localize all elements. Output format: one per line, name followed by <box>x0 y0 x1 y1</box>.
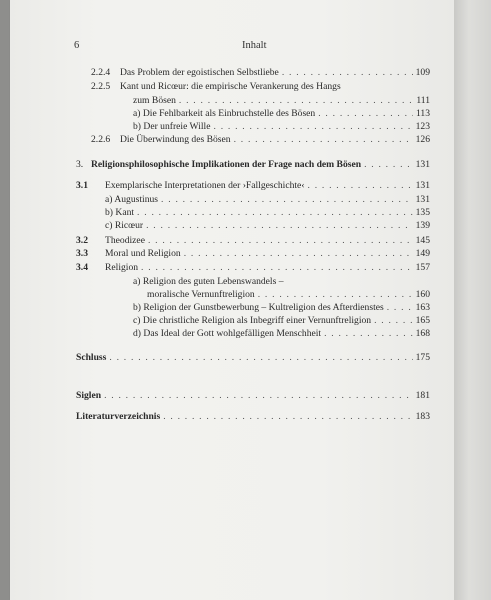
toc-page: 131 <box>415 180 430 191</box>
toc-entry <box>133 121 430 132</box>
toc-page: 135 <box>415 207 430 218</box>
toc-leader <box>137 207 413 218</box>
toc-section <box>76 180 430 191</box>
toc-leader <box>324 328 413 339</box>
toc-page: 109 <box>415 67 430 78</box>
toc-number: 3.3 <box>76 248 88 259</box>
toc-entry <box>133 315 430 326</box>
toc-title: a) Die Fehlbarkeit als Einbruchstelle des Bösen <box>133 108 316 119</box>
toc-title-continued: moralische Vernunftreligion <box>147 289 255 300</box>
toc-title: a) Religion des guten Lebenswandels – <box>133 276 284 287</box>
page-number: 6 <box>74 40 80 51</box>
toc-leader <box>184 248 413 259</box>
toc-title: Moral und Religion <box>105 248 181 259</box>
toc-number: 3. <box>76 159 84 170</box>
toc-page: 113 <box>415 108 430 119</box>
toc-number: 3.2 <box>76 235 88 246</box>
toc-title: Religion <box>105 262 139 273</box>
toc-title: Theodizee <box>105 235 145 246</box>
toc-title-continued: zum Bösen <box>133 95 176 106</box>
toc-entry-continued <box>133 95 430 106</box>
toc-leader <box>282 67 413 78</box>
toc-title: Religionsphilosophische Implikationen der Frage nach dem Bösen <box>91 159 362 170</box>
toc-leader <box>308 180 413 191</box>
toc-entry <box>91 81 430 92</box>
toc-title: b) Religion der Gunstbewerbung – Kultreligion des Afterdienstes <box>133 302 384 313</box>
toc-title: Siglen <box>76 390 102 401</box>
toc-page: 139 <box>415 220 430 231</box>
toc-entry <box>133 328 430 339</box>
toc-leader <box>109 352 412 363</box>
toc-title: c) Die christliche Religion als Inbegriff einer Vernunftreligion <box>133 315 372 326</box>
toc-title: c) Ricœur <box>105 220 144 231</box>
toc-page: 126 <box>415 134 430 145</box>
toc-leader <box>374 315 413 326</box>
toc-page: 181 <box>415 390 430 401</box>
toc-chapter <box>76 411 430 422</box>
toc-number: 2.2.6 <box>91 134 111 145</box>
toc-page: 157 <box>415 262 430 273</box>
toc-chapter <box>76 352 430 363</box>
toc-title: Schluss <box>76 352 107 363</box>
running-title: Inhalt <box>242 40 267 51</box>
toc-entry <box>105 194 430 205</box>
toc-leader <box>163 411 412 422</box>
toc-entry <box>133 302 430 313</box>
toc-title: a) Augustinus <box>105 194 159 205</box>
toc-page: 145 <box>415 235 430 246</box>
toc-leader <box>318 108 413 119</box>
toc-page: 131 <box>415 159 430 170</box>
toc-section <box>76 248 430 259</box>
toc-page: 160 <box>415 289 430 300</box>
toc-leader <box>214 121 413 132</box>
toc-entry-continued <box>147 289 430 300</box>
toc-title: b) Kant <box>105 207 135 218</box>
toc-leader <box>179 95 413 106</box>
toc-leader <box>161 194 413 205</box>
toc-number: 3.1 <box>76 180 88 191</box>
toc-page: 183 <box>415 411 430 422</box>
toc-leader <box>364 159 413 170</box>
toc-page: 149 <box>415 248 430 259</box>
book-page <box>10 0 454 600</box>
toc-title: b) Der unfreie Wille <box>133 121 211 132</box>
toc-leader <box>104 390 413 401</box>
toc-chapter <box>76 390 430 401</box>
adjacent-page-edge <box>454 0 491 600</box>
toc-section <box>76 262 430 273</box>
toc-entry <box>105 220 430 231</box>
toc-title: Exemplarische Interpretationen der ›Fallgeschichte‹ <box>105 180 305 191</box>
toc-entry <box>105 207 430 218</box>
toc-entry <box>91 67 430 78</box>
toc-page: 111 <box>416 95 430 106</box>
toc-leader <box>148 235 413 246</box>
toc-entry <box>133 108 430 119</box>
toc-leader <box>234 134 413 145</box>
toc-number: 2.2.4 <box>91 67 111 78</box>
toc-page: 175 <box>415 352 430 363</box>
toc-section <box>76 235 430 246</box>
toc-number: 2.2.5 <box>91 81 111 92</box>
toc-title: d) Das Ideal der Gott wohlgefälligen Menschheit <box>133 328 322 339</box>
toc-chapter <box>76 159 430 170</box>
toc-page: 123 <box>415 121 430 132</box>
toc-leader <box>141 262 413 273</box>
toc-page: 131 <box>415 194 430 205</box>
toc-title: Literaturverzeichnis <box>76 411 161 422</box>
toc-leader <box>387 302 413 313</box>
toc-title: Die Überwindung des Bösen <box>120 134 231 145</box>
toc-page: 168 <box>415 328 430 339</box>
toc-number: 3.4 <box>76 262 88 273</box>
toc-entry <box>91 134 430 145</box>
toc-title: Kant und Ricœur: die empirische Verankerung des Hangs <box>120 81 341 92</box>
toc-title: Das Problem der egoistischen Selbstliebe <box>120 67 279 78</box>
toc-page: 163 <box>415 302 430 313</box>
toc-leader <box>258 289 413 300</box>
toc-page: 165 <box>415 315 430 326</box>
toc-leader <box>146 220 413 231</box>
